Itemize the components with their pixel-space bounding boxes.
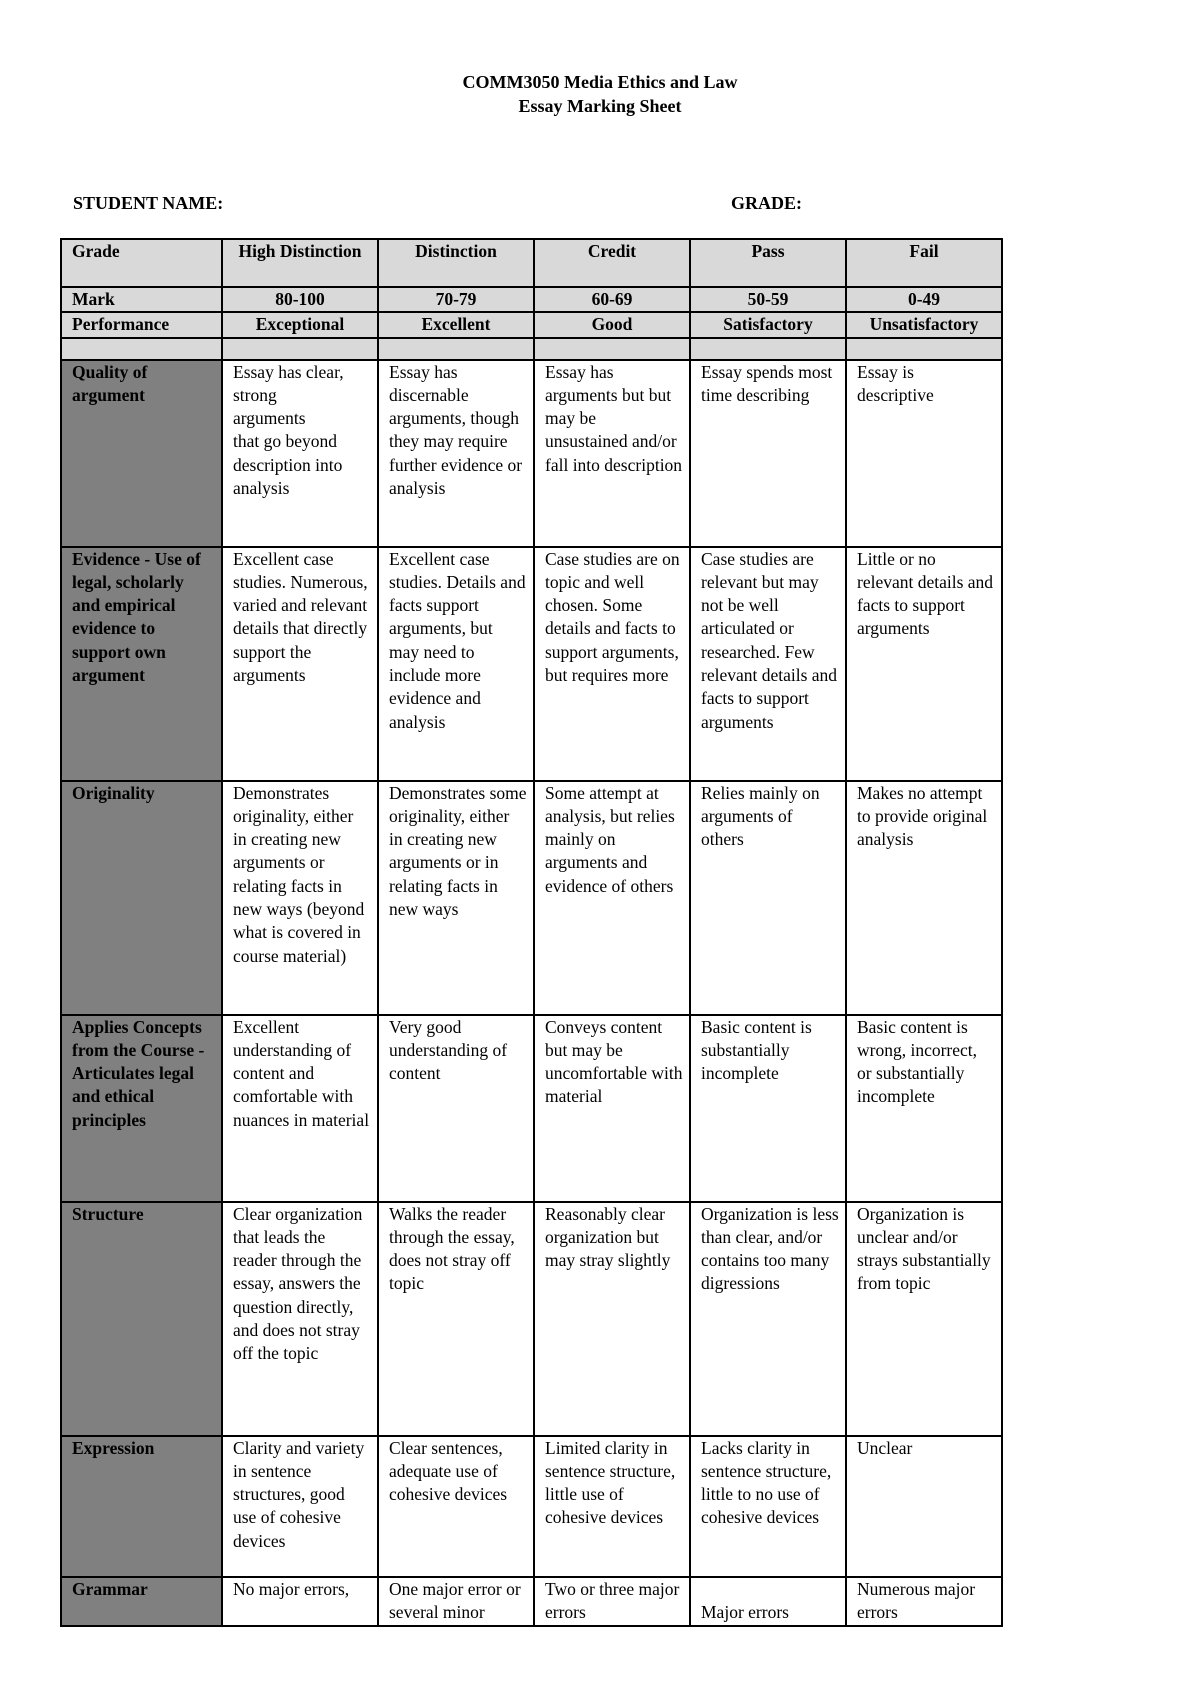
mark-header: Mark <box>61 287 222 312</box>
criterion-row-structure <box>61 1202 1002 1436</box>
descriptor-cell: Conveys content but may be uncomfortable with material <box>534 1015 690 1202</box>
descriptor-cell: Walks the reader through the essay, does not stray off topic <box>378 1202 534 1436</box>
criterion-row-quality-of-argument <box>61 360 1002 547</box>
descriptor-cell: Excellent understanding of content and comfortable with nuances in material <box>222 1015 378 1202</box>
descriptor-cell: Excellent case studies. Details and facts support arguments, but may need to include more evidence and analysis <box>378 547 534 781</box>
spacer-cell <box>690 338 846 360</box>
criterion-row-grammar <box>61 1577 1002 1626</box>
grade-fail: Fail <box>846 239 1002 287</box>
descriptor-cell: Organization is less than clear, and/or contains too many digressions <box>690 1202 846 1436</box>
descriptor-cell: Very good understanding of content <box>378 1015 534 1202</box>
spacer-row <box>61 338 1002 360</box>
descriptor-cell: Two or three major errors <box>534 1577 690 1626</box>
descriptor-cell: Clear sentences, adequate use of cohesive devices <box>378 1436 534 1577</box>
spacer-cell <box>222 338 378 360</box>
performance-distinction: Excellent <box>378 312 534 337</box>
descriptor-cell: Case studies are relevant but may not be well articulated or researched. Few relevant details and facts to support arguments <box>690 547 846 781</box>
grade-credit: Credit <box>534 239 690 287</box>
descriptor-cell: Essay has arguments but but may be unsustained and/or fall into description <box>534 360 690 547</box>
descriptor-cell: Demonstrates originality, either in creating new arguments or relating facts in new ways (beyond what is covered in course material) <box>222 781 378 1015</box>
descriptor-cell: Reasonably clear organization but may stray slightly <box>534 1202 690 1436</box>
grade-distinction: Distinction <box>378 239 534 287</box>
sheet-title: Essay Marking Sheet <box>518 96 682 116</box>
performance-fail: Unsatisfactory <box>846 312 1002 337</box>
course-title: COMM3050 Media Ethics and Law <box>462 72 738 92</box>
criterion-row-expression <box>61 1436 1002 1577</box>
descriptor-cell: Organization is unclear and/or strays substantially from topic <box>846 1202 1002 1436</box>
mark-fail: 0-49 <box>846 287 1002 312</box>
criterion-label: Structure <box>61 1202 222 1436</box>
descriptor-cell: Unclear <box>846 1436 1002 1577</box>
criterion-label: Originality <box>61 781 222 1015</box>
mark-distinction: 70-79 <box>378 287 534 312</box>
grade-row <box>61 239 1002 287</box>
descriptor-cell: Makes no attempt to provide original analysis <box>846 781 1002 1015</box>
descriptor-cell: Basic content is substantially incomplete <box>690 1015 846 1202</box>
descriptor-cell: No major errors, <box>222 1577 378 1626</box>
descriptor-cell: Excellent case studies. Numerous, varied and relevant details that directly support the arguments <box>222 547 378 781</box>
grade-header: Grade <box>61 239 222 287</box>
performance-header: Performance <box>61 312 222 337</box>
performance-row <box>61 312 1002 337</box>
descriptor-cell: Essay spends most time describing <box>690 360 846 547</box>
descriptor-cell: Demonstrates some originality, either in creating new arguments or in relating facts in new ways <box>378 781 534 1015</box>
criterion-label: Evidence - Use of legal, scholarly and empirical evidence to support own argument <box>61 547 222 781</box>
grade-pass: Pass <box>690 239 846 287</box>
criterion-label: Grammar <box>61 1577 222 1626</box>
spacer-cell <box>846 338 1002 360</box>
descriptor-cell: Clear organization that leads the reader through the essay, answers the question directly, and does not stray off the topic <box>222 1202 378 1436</box>
criterion-label: Expression <box>61 1436 222 1577</box>
grade-high-distinction: High Distinction <box>222 239 378 287</box>
descriptor-cell: One major error or several minor <box>378 1577 534 1626</box>
criterion-row-evidence <box>61 547 1002 781</box>
criterion-row-applies-concepts <box>61 1015 1002 1202</box>
performance-credit: Good <box>534 312 690 337</box>
grade-label: GRADE: <box>731 193 802 213</box>
criterion-label: Applies Concepts from the Course - Articulates legal and ethical principles <box>61 1015 222 1202</box>
descriptor-cell: Some attempt at analysis, but relies mainly on arguments and evidence of others <box>534 781 690 1015</box>
spacer-cell <box>378 338 534 360</box>
descriptor-cell: Lacks clarity in sentence structure, little to no use of cohesive devices <box>690 1436 846 1577</box>
descriptor-cell: Relies mainly on arguments of others <box>690 781 846 1015</box>
performance-pass: Satisfactory <box>690 312 846 337</box>
descriptor-cell: Essay is descriptive <box>846 360 1002 547</box>
student-name-label: STUDENT NAME: <box>73 193 224 213</box>
descriptor-cell: Limited clarity in sentence structure, little use of cohesive devices <box>534 1436 690 1577</box>
criterion-row-originality <box>61 781 1002 1015</box>
mark-high-distinction: 80-100 <box>222 287 378 312</box>
descriptor-cell: Case studies are on topic and well chosen. Some details and facts to support arguments, but requires more <box>534 547 690 781</box>
descriptor-cell: Basic content is wrong, incorrect, or substantially incomplete <box>846 1015 1002 1202</box>
spacer-cell <box>61 338 222 360</box>
descriptor-cell: Little or no relevant details and facts to support arguments <box>846 547 1002 781</box>
mark-row <box>61 287 1002 312</box>
descriptor-cell: Essay has clear, strong arguments that go beyond description into analysis <box>222 360 378 547</box>
mark-pass: 50-59 <box>690 287 846 312</box>
document-title <box>0 70 1200 118</box>
descriptor-cell: Essay has discernable arguments, though they may require further evidence or analysis <box>378 360 534 547</box>
spacer-cell <box>534 338 690 360</box>
performance-high-distinction: Exceptional <box>222 312 378 337</box>
descriptor-cell: Numerous major errors <box>846 1577 1002 1626</box>
rubric-table <box>60 238 1003 1627</box>
criterion-label: Quality of argument <box>61 360 222 547</box>
mark-credit: 60-69 <box>534 287 690 312</box>
descriptor-cell: Clarity and variety in sentence structures, good use of cohesive devices <box>222 1436 378 1577</box>
descriptor-cell: Major errors <box>690 1577 846 1626</box>
